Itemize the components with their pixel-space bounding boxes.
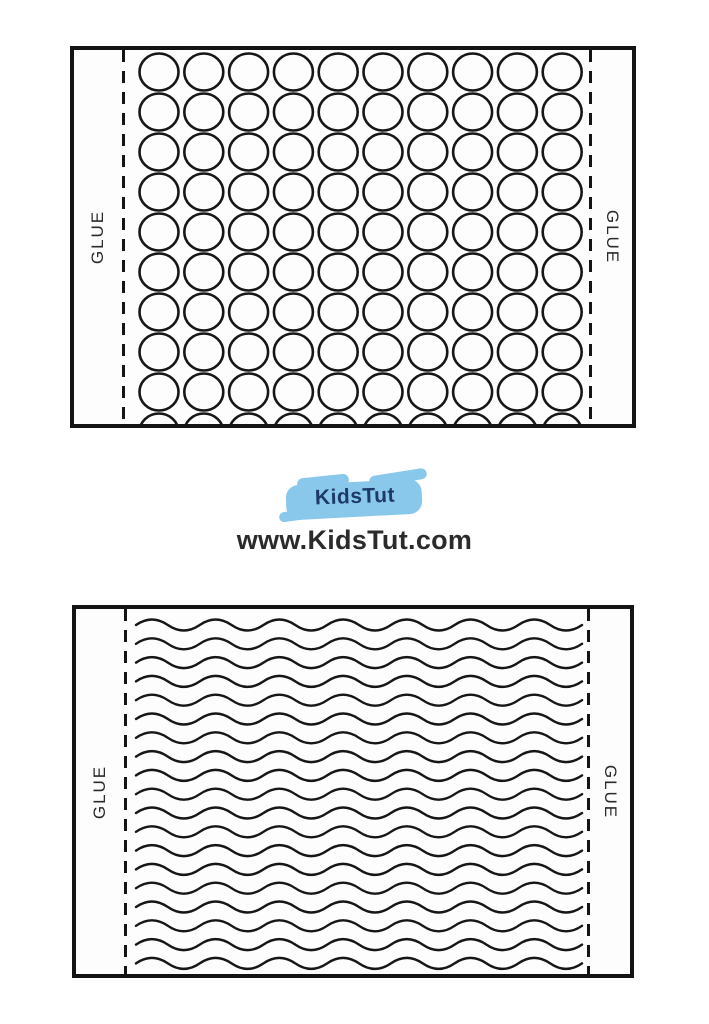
glue-strip-left (74, 50, 122, 424)
dashed-fold-line-left (122, 50, 125, 424)
glue-strip-right (592, 50, 632, 424)
glue-strip-right (590, 609, 630, 974)
wave-pattern (76, 609, 630, 974)
glue-label-right: GLUE (603, 209, 623, 265)
website-url: www.KidsTut.com (236, 525, 473, 555)
glue-strip-left (76, 609, 124, 974)
circle-grid-pattern (74, 50, 632, 424)
glue-label-right: GLUE (601, 764, 621, 819)
circle-panel-inner (74, 50, 632, 424)
glue-label-left: GLUE (88, 209, 108, 265)
kidstut-logo (281, 471, 429, 523)
dashed-fold-line-right (589, 50, 592, 424)
logo-text: KidsTut (314, 483, 395, 510)
dashed-fold-line-right (587, 609, 590, 974)
dashed-fold-line-left (124, 609, 127, 974)
wave-panel-inner (76, 609, 630, 974)
branding-block (0, 471, 709, 556)
circle-pattern-panel (70, 46, 636, 428)
wave-pattern-panel (72, 605, 634, 978)
glue-label-left: GLUE (90, 764, 110, 819)
